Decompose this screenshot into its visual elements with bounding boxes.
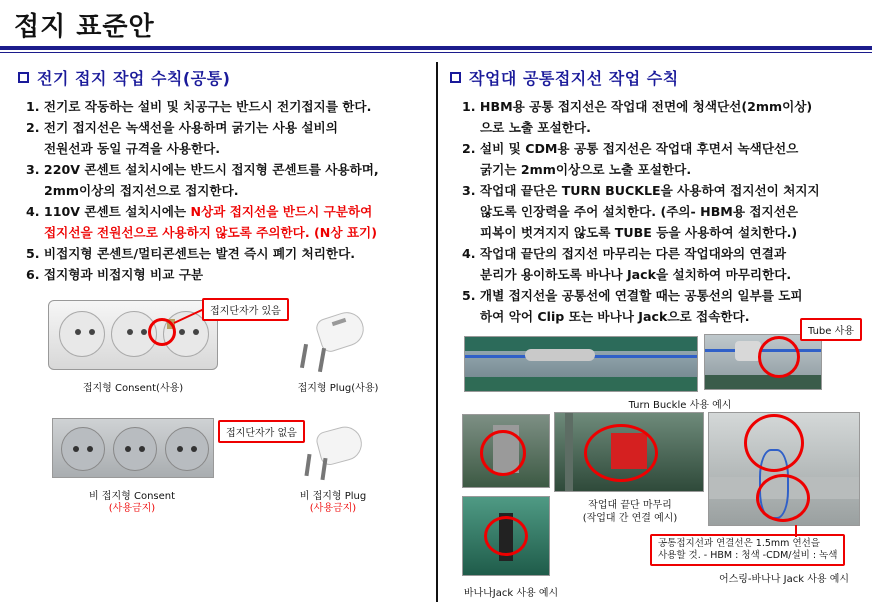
- checkbox-bullet-icon: [18, 72, 29, 83]
- caption-nongrounded-consent-note: (사용금지): [108, 503, 156, 514]
- right-item-5-cont: 하여 악어 Clip 또는 바나나 Jack으로 접속한다.: [480, 309, 750, 324]
- caption-banana-jack: 바나나Jack 사용 예시: [463, 588, 559, 599]
- left-item-2-cont: 전원선과 동일 규격을 사용한다.: [44, 141, 221, 156]
- note-leader: [795, 525, 797, 537]
- caption-nongrounded-consent: 비 접지형 Consent: [88, 491, 176, 502]
- caption-grounded-plug: 접지형 Plug(사용): [297, 383, 379, 394]
- nongrounded-plug-image: [296, 420, 376, 480]
- caption-turnbuckle: Turn Buckle 사용 예시: [628, 400, 732, 411]
- right-heading-text: 작업대 공통접지선 작업 수칙: [469, 69, 679, 88]
- left-item-3: 3. 220V 콘센트 설치시에는 반드시 접지형 콘센트를 사용하며,: [26, 162, 379, 177]
- end-finish-highlight-1: [480, 430, 526, 476]
- left-item-4-warning: N상과 접지선을 반드시 구분하여: [190, 204, 373, 219]
- clip-highlight-2: [756, 474, 810, 522]
- grounded-consent-image: [48, 300, 218, 370]
- caption-nongrounded-plug: 비 접지형 Plug: [299, 491, 367, 502]
- callout-wire-note: 공통접지선과 연결선은 1.5mm 연선을 사용할 것. - HBM : 청색 -CDM/설비 : 녹색: [650, 534, 845, 566]
- caption-end-finish-sub: (작업대 간 연결 예시): [582, 513, 678, 524]
- right-item-1: 1. HBM용 공통 접지선은 작업대 전면에 청색단선(2mm이상): [462, 99, 813, 114]
- left-item-5: 5. 비접지형 콘센트/멀티콘센트는 발견 즉시 폐기 처리한다.: [26, 246, 356, 261]
- right-item-3-cont: 않도록 인장력을 주어 설치한다. (주의- HBM용 접지선은: [480, 204, 799, 219]
- left-heading-text: 전기 접지 작업 수칙(공통): [37, 69, 231, 88]
- caption-end-finish: 작업대 끝단 마무리: [588, 500, 672, 511]
- left-item-4: 4. 110V 콘센트 설치시에는 N상과 접지선을 반드시 구분하여: [26, 204, 373, 219]
- right-rule-list: [462, 96, 866, 327]
- left-item-3-cont: 2mm이상의 접지선으로 접지한다.: [44, 183, 239, 198]
- banana-jack-highlight: [484, 516, 528, 556]
- right-item-5: 5. 개별 접지선을 공통선에 연결할 때는 공통선의 일부를 도피: [462, 288, 803, 303]
- checkbox-bullet-icon: [450, 72, 461, 83]
- turnbuckle-photo-1: [464, 336, 698, 392]
- ground-terminal-highlight: [148, 318, 176, 346]
- end-finish-highlight-2: [584, 424, 658, 482]
- right-section-heading: [450, 66, 679, 89]
- right-item-4: 4. 작업대 끝단의 접지선 마무리는 다른 작업대와의 연결과: [462, 246, 787, 261]
- callout-ground-yes: 접지단자가 있음: [202, 298, 289, 321]
- left-item-1: 1. 전기로 작동하는 설비 및 치공구는 반드시 전기접지를 한다.: [26, 99, 372, 114]
- left-section-heading: [18, 66, 230, 89]
- left-item-6: 6. 접지형과 비접지형 비교 구분: [26, 267, 204, 282]
- title-rule-thin: [0, 52, 872, 53]
- left-rule-list: [26, 96, 431, 285]
- caption-nongrounded-plug-note: (사용금지): [309, 503, 357, 514]
- caption-alligator-clip: 어스링-바나나 Jack 사용 예시: [718, 574, 850, 585]
- right-item-2-cont: 굵기는 2mm이상으로 노출 포설한다.: [480, 162, 692, 177]
- callout-tube: Tube 사용: [800, 318, 862, 341]
- tube-highlight: [758, 336, 800, 378]
- right-item-3-cont2: 피복이 벗겨지지 않도록 TUBE 등을 사용하여 설치한다.): [480, 225, 798, 240]
- nongrounded-consent-image: [52, 418, 214, 478]
- caption-grounded-consent: 접지형 Consent(사용): [82, 383, 184, 394]
- title-rule: [0, 46, 872, 50]
- column-divider: [436, 62, 438, 602]
- left-item-4-cont: 접지선을 전원선으로 사용하지 않도록 주의한다. (N상 표기): [44, 225, 377, 240]
- grounded-plug-image: [290, 304, 386, 374]
- right-item-2: 2. 설비 및 CDM용 공통 접지선은 작업대 후면서 녹색단선으: [462, 141, 799, 156]
- right-item-1-cont: 으로 노출 포설한다.: [480, 120, 591, 135]
- callout-ground-no: 접지단자가 없음: [218, 420, 305, 443]
- right-item-3: 3. 작업대 끝단은 TURN BUCKLE을 사용하여 접지선이 처지지: [462, 183, 820, 198]
- right-item-4-cont: 분리가 용이하도록 바나나 Jack을 설치하여 마무리한다.: [480, 267, 792, 282]
- left-item-2: 2. 전기 접지선은 녹색선을 사용하며 굵기는 사용 설비의: [26, 120, 338, 135]
- page-title: 접지 표준안: [14, 12, 155, 42]
- clip-highlight-1: [744, 414, 804, 472]
